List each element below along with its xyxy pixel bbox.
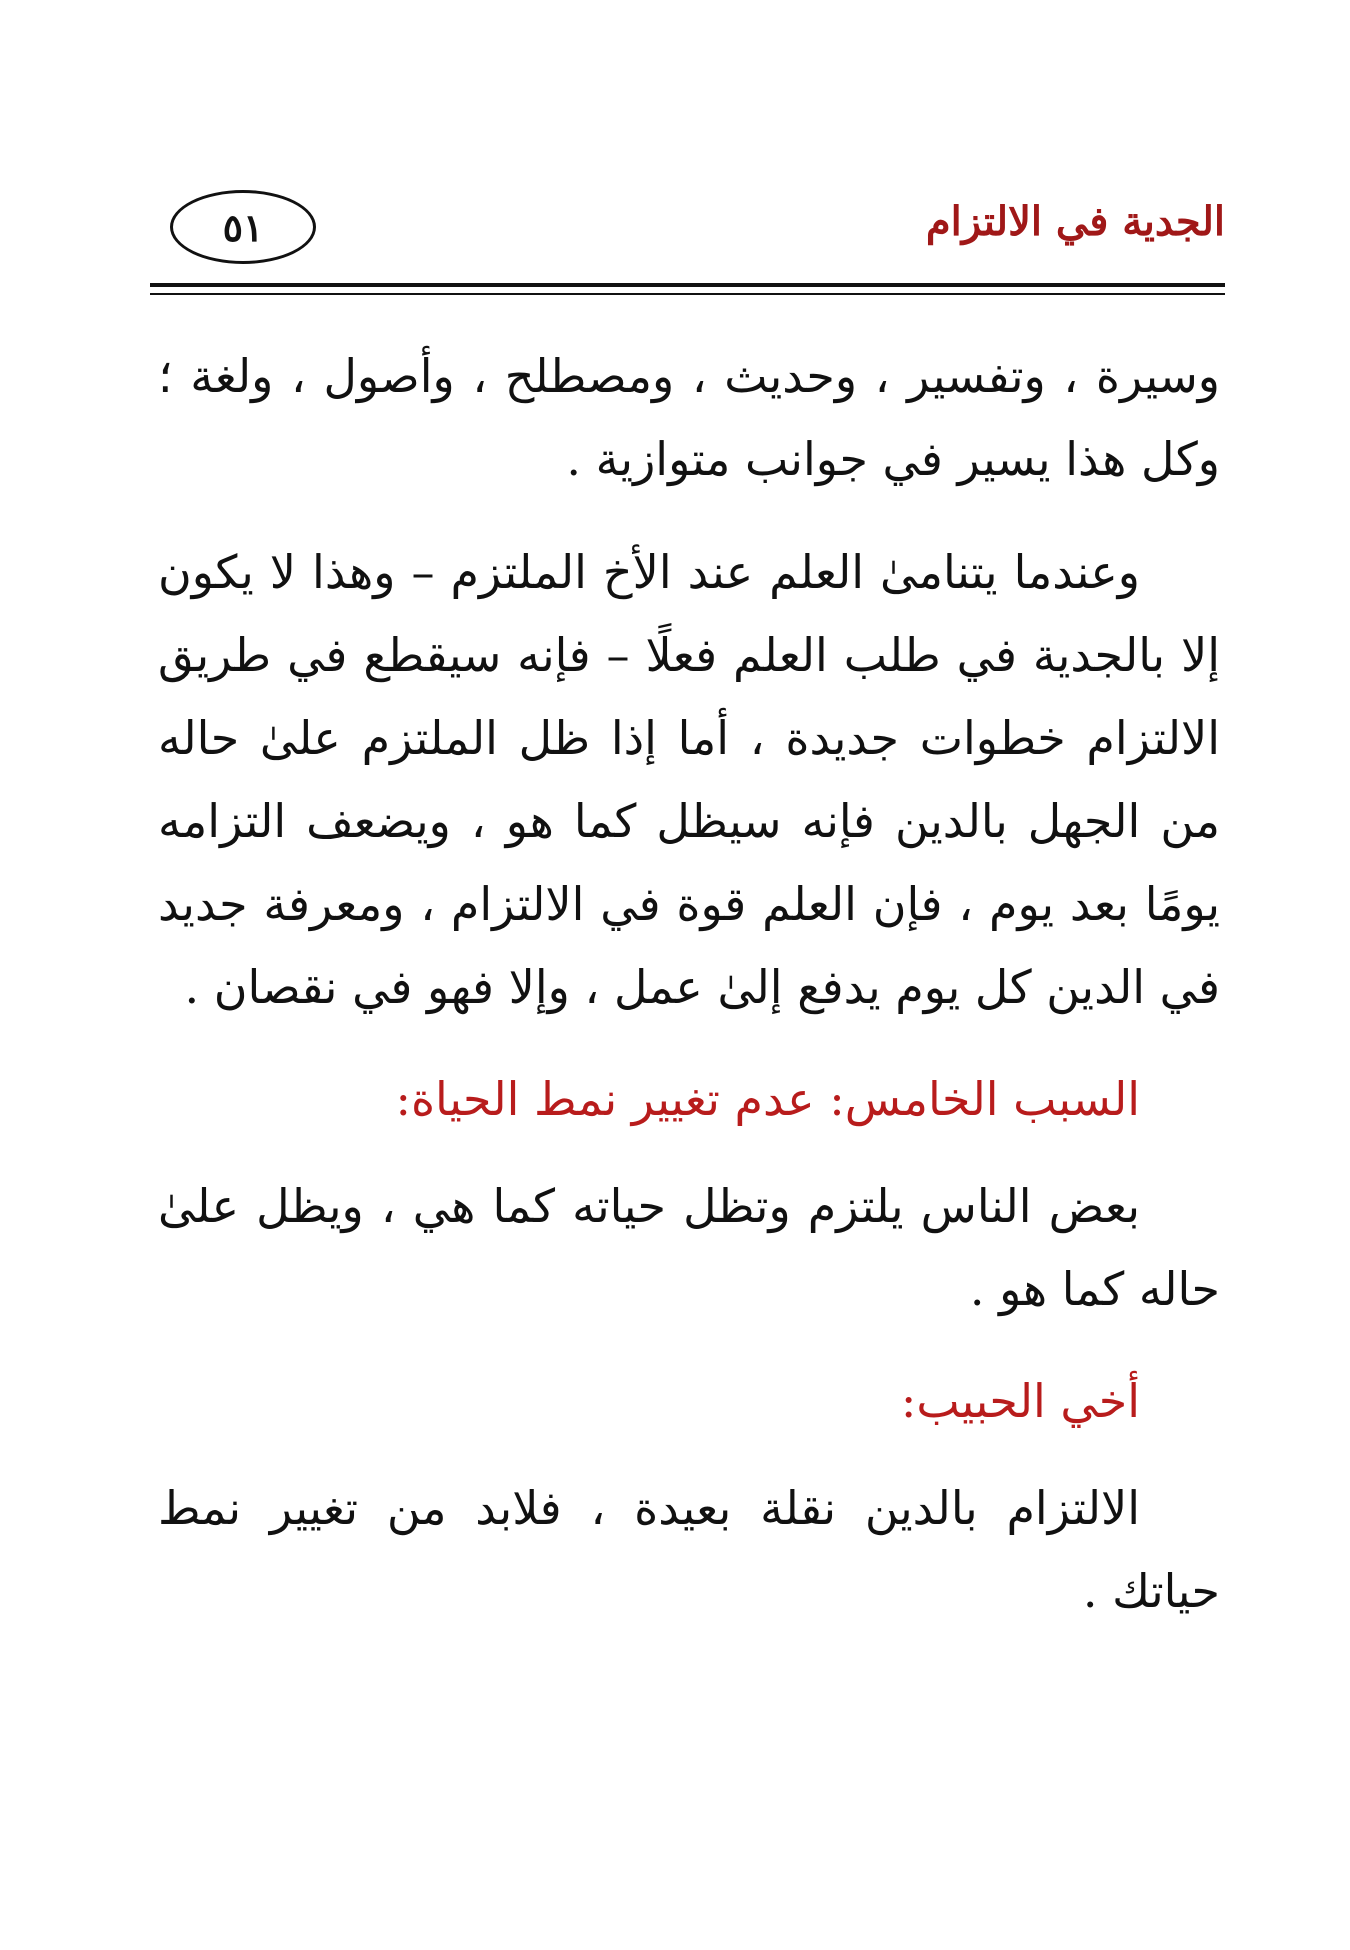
section-heading: أخي الحبيب: bbox=[900, 1374, 1140, 1428]
page-number: ٥١ bbox=[222, 204, 264, 250]
paragraph: الالتزام بالدين نقلة بعيدة ، فلابد من تغيير نمط حياتك . bbox=[158, 1481, 1220, 1618]
header-rule-thick bbox=[150, 283, 1225, 287]
running-title: الجدية في الالتزام bbox=[925, 198, 1225, 245]
page-number-badge bbox=[170, 190, 316, 264]
section-heading: السبب الخامس: عدم تغيير نمط الحياة: bbox=[395, 1072, 1140, 1126]
paragraph: وسيرة ، وتفسير ، وحديث ، ومصطلح ، وأصول ، ولغة ؛ وكل هذا يسير في جوانب متوازية . bbox=[158, 349, 1221, 486]
header-rule-thin bbox=[150, 293, 1225, 295]
paragraph: وعندما يتنامىٰ العلم عند الأخ الملتزم – وهذا لا يكون إلا بالجدية في طلب العلم فعلًا – فإنه سيقطع في طريق الالتزام خطوات جديدة ، أما إذا ظل الملتزم علىٰ حاله من الجهل بالدين فإنه سيظل كما هو ، ويضعف التزامه يومًا بعد يوم ، فإن العلم قوة في الالتزام ، ومعرفة جديد في الدين كل يوم يدفع إلىٰ عمل ، وإلا فهو في نقصان . bbox=[158, 545, 1220, 1014]
page-header bbox=[150, 190, 1225, 280]
body-text bbox=[158, 335, 1220, 1633]
paragraph: بعض الناس يلتزم وتظل حياته كما هي ، ويظل علىٰ حاله كما هو . bbox=[158, 1179, 1220, 1316]
